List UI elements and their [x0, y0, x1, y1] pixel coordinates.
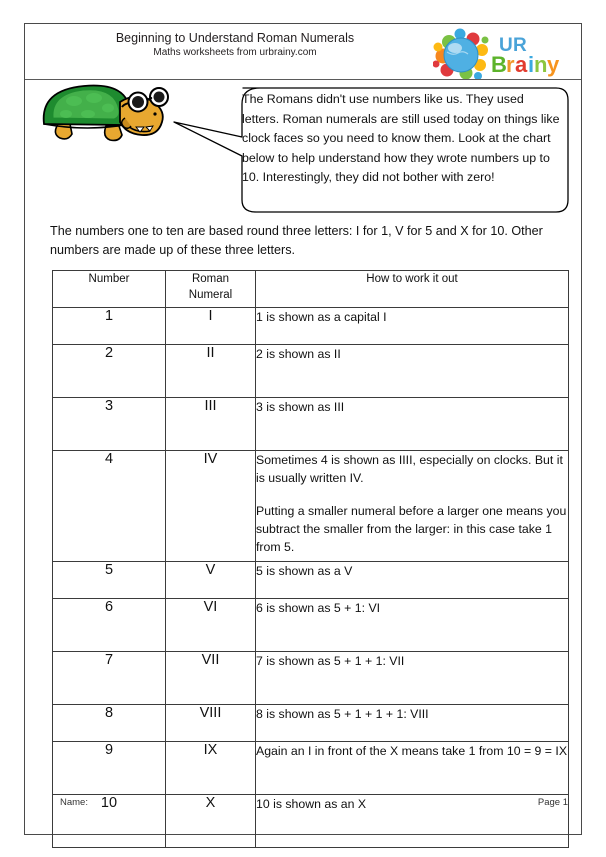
- cell-paragraph: 8 is shown as 5 + 1 + 1 + 1: VIII: [256, 707, 429, 721]
- cell-paragraph: Putting a smaller numeral before a larger one means you subtract the smaller from the larger: in this case take 1 from 5.: [256, 504, 567, 554]
- table-row: [53, 742, 569, 795]
- cell-roman-numeral: III: [166, 398, 256, 451]
- cell-how-to-work-it-out: [256, 705, 569, 742]
- cell-roman-numeral: V: [166, 562, 256, 599]
- cell-how-to-work-it-out: [256, 345, 569, 398]
- cell-how-to-work-it-out: [256, 308, 569, 345]
- cell-number: 3: [53, 398, 166, 451]
- table-row: [53, 345, 569, 398]
- cell-how-to-work-it-out: [256, 742, 569, 795]
- header-cell-how-to-work-it-out: How to work it out: [256, 271, 569, 308]
- table-body: [53, 308, 569, 848]
- header-title-block: [25, 30, 445, 60]
- cell-how-to-work-it-out: [256, 451, 569, 562]
- cell-how-to-work-it-out: [256, 562, 569, 599]
- svg-text:r: r: [506, 52, 515, 77]
- name-label: Name:: [60, 797, 88, 808]
- header-roman-line2: Numeral: [188, 289, 233, 301]
- cell-paragraph: Again an I in front of the X means take 1 from 10 = 9 = IX: [256, 744, 568, 758]
- header-roman-line1: Roman: [191, 273, 230, 285]
- svg-text:n: n: [534, 52, 548, 77]
- cell-paragraph: 7 is shown as 5 + 1 + 1: VII: [256, 654, 405, 668]
- cell-number: 10: [53, 795, 166, 848]
- roman-numerals-table: [52, 270, 569, 848]
- cell-roman-numeral: VIII: [166, 705, 256, 742]
- cell-roman-numeral: I: [166, 308, 256, 345]
- cell-how-to-work-it-out: [256, 398, 569, 451]
- cell-paragraph: Sometimes 4 is shown as IIII, especially on clocks. But it is usually written IV.: [256, 453, 563, 485]
- speech-bubble-text: The Romans didn't use numbers like us. They used letters. Roman numerals are still used today on things like clock faces so you need to know them. Look at the chart below to help understand how they wrote numbers up to 10. Interestingly, they did not bother with zero!: [242, 92, 560, 185]
- cell-roman-numeral: VII: [166, 652, 256, 705]
- cell-number: 6: [53, 599, 166, 652]
- cell-paragraph: 10 is shown as an X: [256, 797, 367, 811]
- cell-roman-numeral: IV: [166, 451, 256, 562]
- svg-text:y: y: [547, 52, 560, 77]
- speech-bubble: [132, 82, 572, 216]
- cell-number: 9: [53, 742, 166, 795]
- cell-roman-numeral: II: [166, 345, 256, 398]
- page-subtitle: Maths worksheets from urbrainy.com: [153, 47, 317, 58]
- table-row: [53, 652, 569, 705]
- cell-paragraph: 3 is shown as III: [256, 400, 345, 414]
- cell-roman-numeral: X: [166, 795, 256, 848]
- svg-text:R: R: [513, 35, 527, 56]
- table-row: [53, 308, 569, 345]
- header-cell-roman-numeral: [166, 271, 256, 308]
- table-row: [53, 599, 569, 652]
- urbrainy-logo[interactable]: [433, 28, 565, 82]
- svg-text:U: U: [499, 35, 513, 56]
- cell-paragraph: 1 is shown as a capital I: [256, 310, 387, 324]
- cell-roman-numeral: IX: [166, 742, 256, 795]
- cell-paragraph: 6 is shown as 5 + 1: VI: [256, 601, 381, 615]
- worksheet-footer: [52, 797, 568, 811]
- cell-number: 2: [53, 345, 166, 398]
- table-header: [53, 271, 569, 308]
- cell-number: 1: [53, 308, 166, 345]
- cell-number: 7: [53, 652, 166, 705]
- table-header-row: [53, 271, 569, 308]
- cell-how-to-work-it-out: [256, 599, 569, 652]
- header-cell-number: Number: [53, 271, 166, 308]
- cell-number: 8: [53, 705, 166, 742]
- cell-number: 4: [53, 451, 166, 562]
- cell-roman-numeral: VI: [166, 599, 256, 652]
- table-row: [53, 451, 569, 562]
- svg-text:a: a: [515, 52, 528, 77]
- intro-paragraph: The numbers one to ten are based round three letters: I for 1, V for 5 and X for 10. Other numbers are made up of these three letters.: [50, 224, 543, 257]
- cell-number: 5: [53, 562, 166, 599]
- svg-text:i: i: [528, 52, 535, 77]
- cell-paragraph: 2 is shown as II: [256, 347, 341, 361]
- page-title: Beginning to Understand Roman Numerals: [115, 31, 355, 45]
- table-row: [53, 705, 569, 742]
- page-number-label: Page 1: [537, 797, 568, 808]
- cell-paragraph: 5 is shown as a V: [256, 564, 353, 578]
- table-row: [53, 398, 569, 451]
- cell-how-to-work-it-out: [256, 652, 569, 705]
- urbrainy-globe-logo: [433, 28, 565, 82]
- svg-text:B: B: [491, 52, 507, 77]
- table-row: [53, 562, 569, 599]
